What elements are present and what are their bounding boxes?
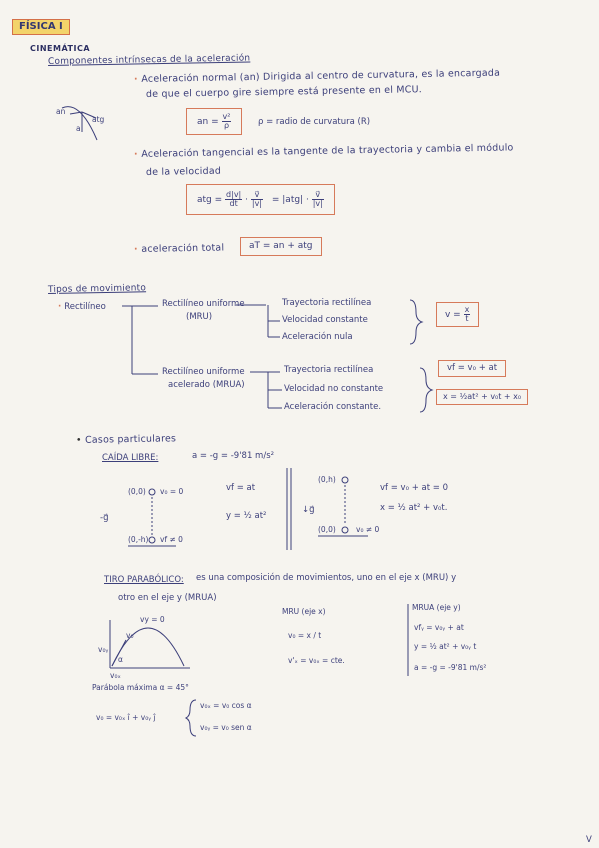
mrua-item-3: Aceleración constante.	[284, 402, 382, 412]
diagram-label-an: an	[56, 107, 66, 116]
cl-right-top: (0,h)	[318, 475, 336, 484]
tangential-f3: = |atg| ·	[271, 195, 309, 205]
cl-left-eq1: vf = at	[226, 483, 256, 493]
page-title: FÍSICA I	[12, 19, 70, 35]
mrua-heading: MRUA (eje y)	[412, 603, 461, 612]
mru-heading: MRU (eje x)	[282, 607, 326, 616]
tiro-label: TIRO PARABÓLICO:	[104, 575, 184, 585]
section-heading: CINEMÁTICA	[30, 44, 91, 53]
tiro-line2: otro en el eje y (MRUA)	[118, 593, 217, 603]
cl-left-top: (0,0)	[128, 487, 146, 496]
total-formula: aT = an + atg	[240, 237, 322, 256]
normal-formula-num: v²	[222, 112, 231, 121]
cl-left-bottom: (0,-h)	[128, 535, 149, 544]
cl-right-v0: v₀ ≠ 0	[356, 525, 380, 534]
mrua-eq1: vfᵧ = v₀ᵧ + at	[414, 623, 464, 632]
parabola-v0x: v₀ₓ	[110, 671, 121, 680]
normal-accel-line2: de que el cuerpo gire siempre está presente en el MCU.	[145, 84, 423, 100]
total-label: · aceleración total	[134, 243, 224, 254]
parabola-v0y: v₀ᵧ	[98, 645, 109, 654]
normal-formula-box	[186, 108, 242, 135]
tangential-f2-num: v⃗	[251, 191, 263, 200]
mru-item-1: Trayectoria rectilínea	[282, 298, 372, 308]
mru-eq1: v₀ = x / t	[288, 631, 322, 640]
mrua-item-1: Trayectoria rectilínea	[284, 365, 374, 375]
tangential-formula-box: atg = $\frac{d|v|}{dt}$ · $\frac{v⃗}{|v|}$ = |atg| · $\frac{v⃗}{|v|}$	[186, 184, 335, 215]
page-mark: V	[586, 835, 592, 845]
mrua-formula-1: vf = v₀ + at	[438, 360, 506, 377]
cl-right-g: ↓g⃗	[302, 505, 315, 515]
mru-formula-lhs: v =	[445, 310, 461, 320]
cl-left-v0: v₀ = 0	[160, 487, 184, 496]
normal-formula-lhs: an =	[197, 117, 219, 127]
cl-right-eq2: x = ½ at² + v₀t.	[380, 503, 448, 513]
tangential-line1: · Aceleración tangencial es la tangente de la trayectoria y cambia el módulo	[134, 143, 514, 159]
caida-libre-label: CAÍDA LIBRE:	[102, 453, 159, 463]
caida-libre-eq: a = -g = -9'81 m/s²	[192, 451, 275, 461]
mru-eq2: v'ₓ = v₀ₓ = cte.	[288, 656, 345, 665]
cl-left-eq2: y = ½ at²	[226, 511, 267, 521]
tangential-f4-den: |v|	[312, 199, 323, 208]
special-cases-heading: • Casos particulares	[76, 434, 176, 445]
mrua-formula-2: x = ½at² + v₀t + x₀	[436, 389, 528, 405]
mru-item-2: Velocidad constante	[282, 315, 368, 325]
mru-formula-num: x	[464, 305, 470, 314]
cl-right-bottom: (0,0)	[318, 525, 336, 534]
components-heading: Componentes intrínsecas de la aceleración	[47, 53, 251, 67]
parabola-v0: v₀	[126, 631, 134, 640]
mru-label-1: Rectilíneo uniforme	[162, 299, 245, 309]
tangential-formula-lhs: atg =	[197, 195, 223, 205]
mru-label-2: (MRU)	[186, 312, 213, 322]
mru-formula-den: t	[465, 314, 469, 323]
mru-item-3: Aceleración nula	[282, 332, 353, 342]
parabola-vy0: vy = 0	[140, 615, 165, 624]
tiro-line1: es una composición de movimientos, uno en el eje x (MRU) y	[196, 573, 457, 583]
mrua-label-1: Rectilíneo uniforme	[162, 367, 245, 377]
cl-left-g: -g⃗	[100, 513, 109, 523]
rho-note: ρ = radio de curvatura (R)	[258, 117, 371, 127]
tangential-f4-num: v⃗	[312, 191, 324, 200]
motion-types-heading: Tipos de movimiento	[47, 283, 147, 295]
diagram-label-a: a	[76, 124, 81, 133]
tangential-f1-den: dt	[229, 199, 238, 208]
diagram-label-atg: atg	[92, 115, 105, 124]
rectilineo-label: · Rectilíneo	[58, 303, 106, 312]
mrua-eq3: a = -g = -9'81 m/s²	[414, 663, 487, 672]
parabola-caption: Parábola máxima α = 45°	[92, 683, 189, 692]
parabola-alpha: α	[118, 655, 123, 664]
tangential-line2: de la velocidad	[145, 165, 222, 178]
mru-formula-box	[436, 302, 479, 327]
tangential-f1-num: d|v|	[226, 190, 242, 199]
cl-left-vf: vf ≠ 0	[160, 535, 183, 544]
decomp-lhs: v₀ = v₀ₓ î + v₀ᵧ ĵ	[96, 713, 156, 722]
normal-formula-den: ρ	[223, 121, 230, 130]
mrua-item-2: Velocidad no constante	[284, 384, 384, 394]
cl-right-eq1: vf = v₀ + at = 0	[380, 483, 448, 493]
mrua-eq2: y = ½ at² + v₀ᵧ t	[414, 642, 477, 651]
decomp-1: v₀ₓ = v₀ cos α	[200, 701, 252, 710]
mrua-label-2: acelerado (MRUA)	[168, 380, 245, 390]
decomp-2: v₀ᵧ = v₀ sen α	[200, 723, 252, 732]
tangential-f2-den: |v|	[251, 199, 262, 208]
normal-accel-line1: · Aceleración normal (an) Dirigida al centro de curvatura, es la encargada	[134, 69, 500, 85]
